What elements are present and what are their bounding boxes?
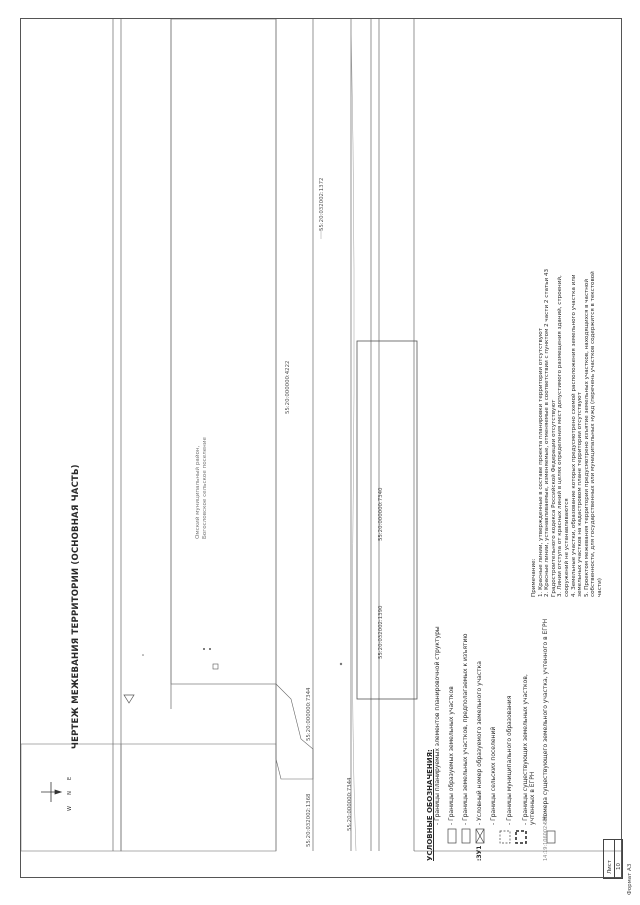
point-marker-icon xyxy=(209,648,211,650)
sheet-number: 10 xyxy=(616,863,622,870)
district-line-2: Богословское сельское поселение xyxy=(202,437,208,539)
compass-icon xyxy=(41,782,61,802)
triangle-marker-icon xyxy=(124,695,134,703)
parcel-label-1368: 55:20:032002:1368 xyxy=(306,793,312,847)
notes-heading: Примечание: xyxy=(531,558,537,597)
legend-item-formed: - Границы образуемых земельных участков xyxy=(448,686,455,825)
note-1: 1. Красные линии, утвержденные в составе проекта планировки территории отсутствуют xyxy=(537,327,544,597)
parcel-label-1372: 55:20:032002:1372 xyxy=(319,177,325,231)
legend-item-planning: - Границы планируемых элементов планировочной структуры xyxy=(434,626,441,825)
parcel-label-7340: 55:20:000000:7340 xyxy=(378,487,384,541)
note-2: 2. Красные линии, устанавливаемые, изменяемые, отменяемые в соответствии с пунктом 2 части 2 статьи 43 Градостроительного кодекса Российской Федерации отсутствуют xyxy=(544,268,557,597)
format-label: Формат А3 xyxy=(627,863,633,895)
district-line-1: Омский муниципальный район, xyxy=(195,445,201,539)
notes xyxy=(531,267,604,597)
legend-item-withdrawal: - Границы земельных участков, предполагаемых к изъятию xyxy=(462,633,469,825)
legend-heading: УСЛОВНЫЕ ОБОЗНАЧЕНИЯ: xyxy=(426,749,434,861)
legend-cadastral-example: 14:19:106002:586 xyxy=(543,814,549,861)
legend-row-zu xyxy=(476,619,483,861)
compass-n: N xyxy=(67,791,73,795)
district-area xyxy=(171,19,276,684)
legend-item-cadastral: - Номера существующего земельного участка, учтенного в ЕГРН xyxy=(542,618,549,825)
parcel-7344-box xyxy=(121,744,276,851)
drawing-sheet xyxy=(20,18,622,878)
note-4: 4. Земельные участки, образование которых предусмотрено схемой расположения земельного участка или земельных участков на кадастровом плане территории отсутствуют xyxy=(570,274,584,597)
compass-w: W xyxy=(67,806,73,811)
note-3: 3. Линии отступа от красных линий в целях определения мест допустимого размещения зданий, строений, сооружений не устанавливаются xyxy=(557,275,570,597)
legend-item-rural: - Границы сельских поселений xyxy=(490,726,497,825)
district-label xyxy=(195,437,209,539)
compass-labels xyxy=(67,777,73,811)
legend xyxy=(426,619,550,861)
point-marker-icon xyxy=(340,663,342,665)
legend-item-zu: - Условный номер образуемого земельного участка xyxy=(476,661,483,825)
parcel-label-7344-a: 55:20:000000:7344 xyxy=(306,687,312,741)
parcel-7340-box xyxy=(357,341,417,699)
parcel-label-7344-b: 55:20:000000:7344 xyxy=(347,777,353,831)
sheet-stamp xyxy=(603,839,623,879)
parcel-label-1390: 55:20:032002:1390 xyxy=(378,605,384,659)
sheet-label: Лист xyxy=(607,860,613,874)
road-curve xyxy=(351,19,356,851)
compass-e: E xyxy=(67,776,73,781)
point-marker-icon xyxy=(142,654,144,656)
legend-item-egrn: - Границы существующих земельных участков, учтенных в ЕГРН xyxy=(522,674,536,825)
legend-row-cadastral xyxy=(542,619,550,861)
parcel-label-4222: 55:20:000000:4222 xyxy=(285,360,291,414)
drawing-title: ЧЕРТЕЖ МЕЖЕВАНИЯ ТЕРРИТОРИИ (ОСНОВНАЯ ЧАСТЬ) xyxy=(71,464,81,749)
note-5: 5. Проектом межевания территории предусмотрено изъятие земельных участков, находящихся в частной собственности, для государственных или муниципальных нужд (перечень участков содержится в текстовой части) xyxy=(583,271,603,597)
legend-item-municipal: - Границы муниципального образования xyxy=(506,695,513,825)
legend-zu-symbol: :ЗУ1 xyxy=(476,845,483,861)
square-marker-icon xyxy=(213,664,218,669)
point-marker-icon xyxy=(203,648,205,650)
